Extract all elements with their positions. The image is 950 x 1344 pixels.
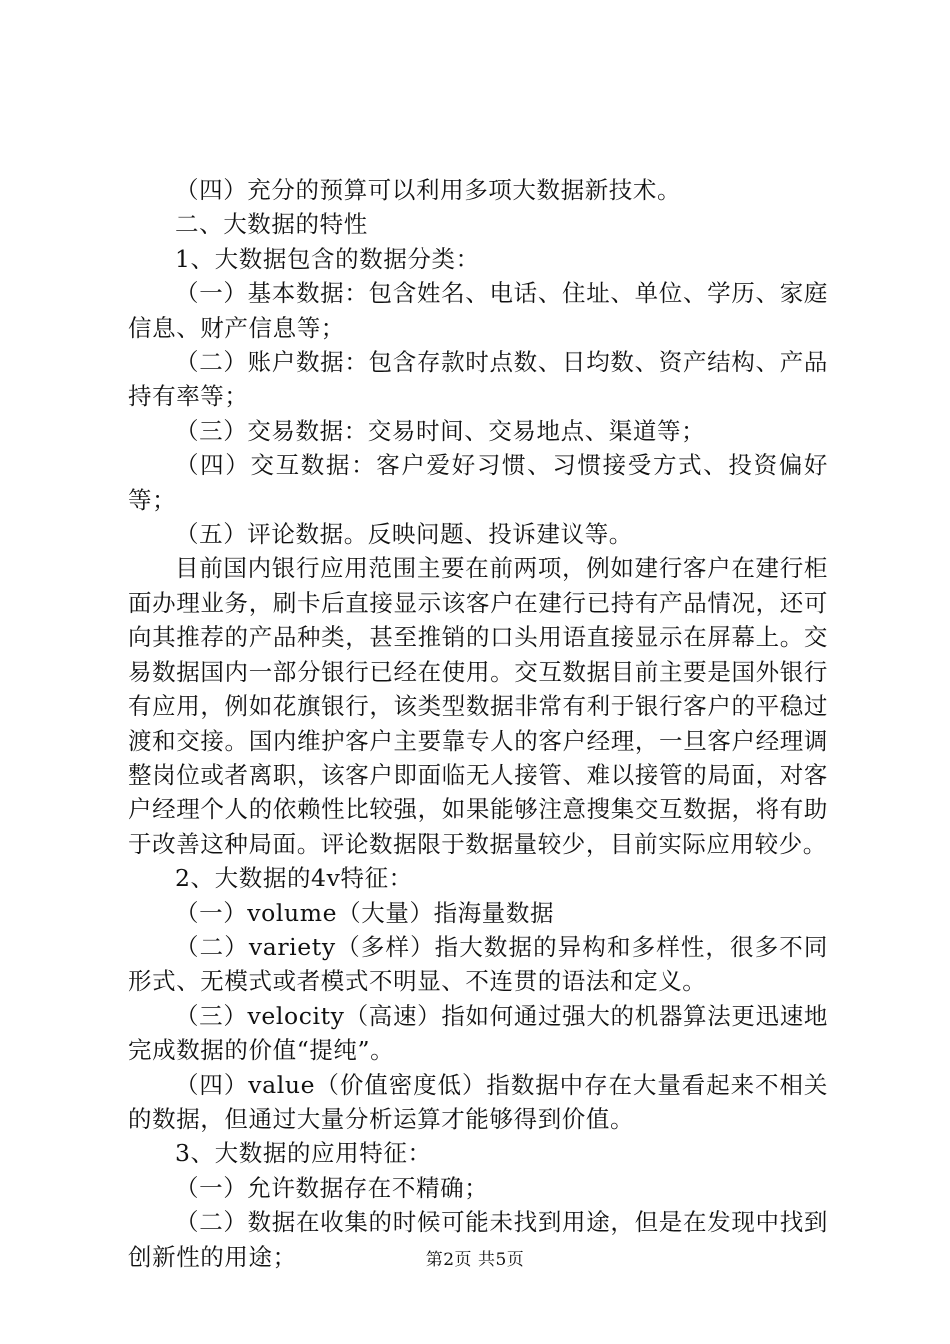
subsection-heading: 1、大数据包含的数据分类： — [175, 244, 480, 273]
list-item: （四）交互数据：客户爱好习惯、习惯接受方式、投资偏好等； — [128, 451, 828, 514]
list-item: （一）volume（大量）指海量数据 — [175, 898, 555, 927]
paragraph: （四）充分的预算可以利用多项大数据新技术。 — [175, 176, 682, 204]
subsection-heading: 3、大数据的应用特征： — [175, 1139, 432, 1168]
document-body — [128, 173, 828, 1274]
list-item: （二）数据在收集的时候可能未找到用途，但是在发现中找到创新性的用途； — [128, 1208, 828, 1271]
list-item: （三）velocity（高速）指如何通过强大的机器算法更迅速地完成数据的价值“提纯”。 — [128, 1001, 828, 1065]
subsection-heading: 2、大数据的4v特征： — [175, 864, 413, 893]
list-item: （五）评论数据。反映问题、投诉建议等。 — [175, 520, 633, 549]
paragraph: 目前国内银行应用范围主要在前两项，例如建行客户在建行柜面办理业务，刷卡后直接显示该客户在建行已持有产品情况，还可向其推荐的产品种类，甚至推销的口头用语直接显示在屏幕上。交易数据国内一部分银行已经在使用。交互数据目前主要是国外银行有应用，例如花旗银行，该类型数据非常有利于银行客户的平稳过渡和交接。国内维护客户主要靠专人的客户经理，一旦客户经理调整岗位或者离职，该客户即面临无人接管、难以接管的局面，对客户经理个人的依赖性比较强，如果能够注意搜集交互数据，将有助于改善这种局面。评论数据限于数据量较少，目前实际应用较少。 — [128, 554, 828, 858]
list-item: （二）账户数据：包含存款时点数、日均数、资产结构、产品持有率等； — [128, 348, 828, 411]
list-item: （二）variety（多样）指大数据的异构和多样性，很多不同形式、无模式或者模式不明显、不连贯的语法和定义。 — [128, 932, 828, 996]
page-number-footer: 第2页 共5页 — [425, 1250, 525, 1270]
section-heading: 二、大数据的特性 — [175, 210, 368, 239]
list-item: （一）基本数据：包含姓名、电话、住址、单位、学历、家庭信息、财产信息等； — [128, 279, 828, 342]
list-item: （一）允许数据存在不精确； — [175, 1173, 489, 1202]
list-item: （四）value（价值密度低）指数据中存在大量看起来不相关的数据，但通过大量分析运算才能够得到价值。 — [128, 1070, 828, 1133]
list-item: （三）交易数据：交易时间、交易地点、渠道等； — [175, 416, 706, 445]
